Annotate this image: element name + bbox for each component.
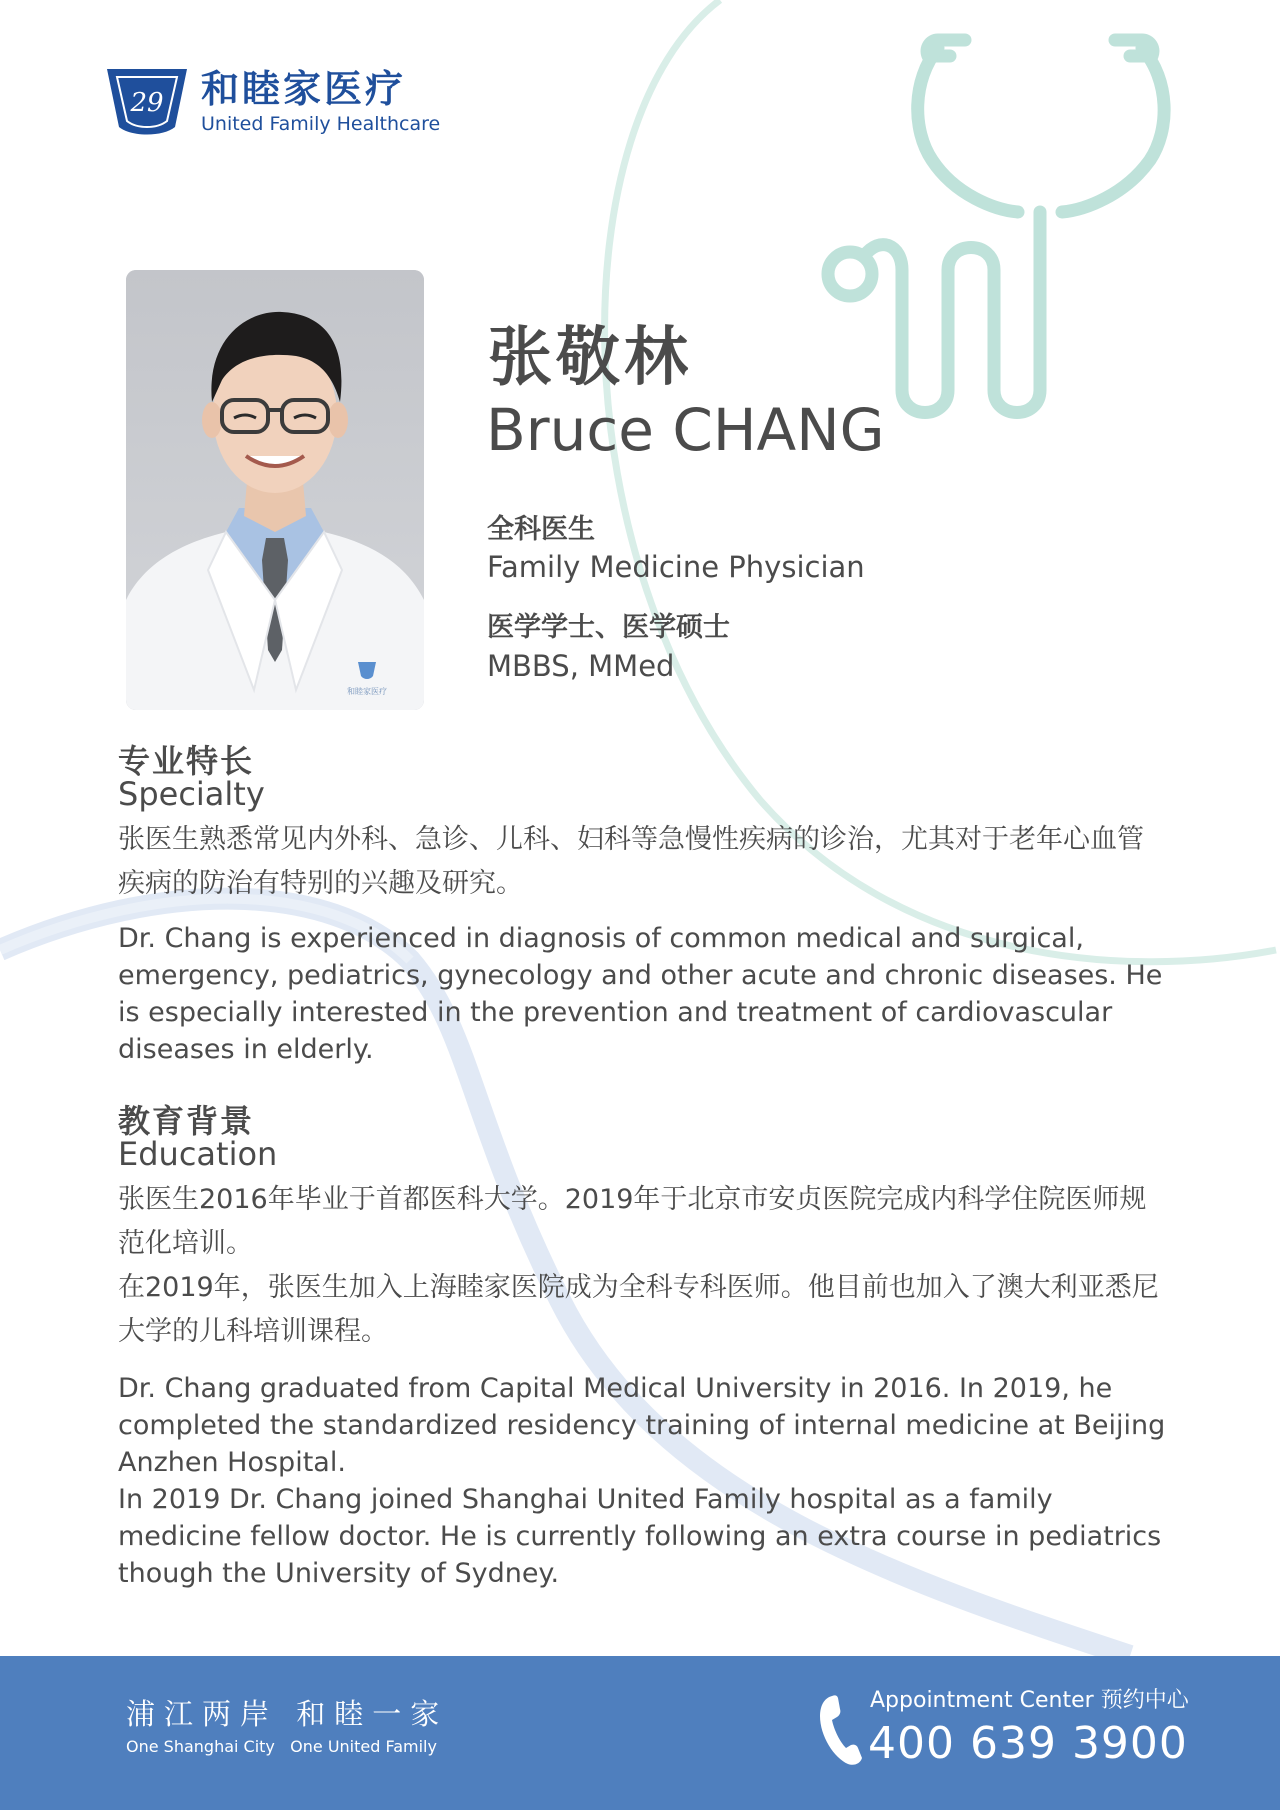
specialty-heading-en: Specialty: [118, 775, 265, 813]
ufh-logo-icon: [103, 63, 191, 139]
education-body-cn-1: 张医生2016年毕业于首都医科大学。2019年于北京市安贞医院完成内科学住院医师规范化培训。: [118, 1184, 1147, 1259]
education-heading-en: Education: [118, 1135, 278, 1173]
stethoscope-icon: [820, 20, 1260, 440]
doctor-title-cn: 全科医生: [487, 514, 595, 545]
specialty-body-en: Dr. Chang is experienced in diagnosis of common medical and surgical, emergency, pediatrics, gynecology and other acute and chronic diseases. He is especially interested in the prevention and treatment of cardiovascular diseases in elderly.: [118, 923, 1163, 1065]
appointment-center-label: Appointment Center 预约中心: [870, 1688, 1189, 1713]
appointment-phone-number[interactable]: 400 639 3900: [868, 1718, 1188, 1769]
footer-bar: [0, 1656, 1280, 1810]
phone-icon: [818, 1692, 864, 1768]
doctor-name-en: Bruce CHANG: [486, 396, 885, 464]
portrait-illustration: [126, 270, 424, 710]
doctor-degree-en: MBBS, MMed: [487, 649, 675, 683]
education-body-cn-2: 在2019年，张医生加入上海睦家医院成为全科专科医师。他目前也加入了澳大利亚悉尼大学的儿科培训课程。: [118, 1272, 1159, 1347]
doctor-degree-cn: 医学学士、医学硕士: [487, 612, 730, 643]
specialty-body-cn: 张医生熟悉常见内外科、急诊、儿科、妇科等急慢性疾病的诊治，尤其对于老年心血管疾病的防治有特别的兴趣及研究。: [118, 824, 1144, 899]
education-body-en-1: Dr. Chang graduated from Capital Medical University in 2016. In 2019, he completed the standardized residency training of internal medicine at Beijing Anzhen Hospital.: [118, 1373, 1166, 1478]
coat-badge-text: 和睦家医疗: [347, 687, 387, 696]
slogan-en: One Shanghai City One United Family: [126, 1737, 437, 1756]
specialty-heading-cn: 专业特长: [118, 742, 255, 780]
logo-mark-text: 29: [130, 88, 164, 118]
doctor-name-cn: 张敬林: [488, 321, 692, 395]
brand-logo: [103, 63, 440, 139]
brand-name-cn: 和睦家医疗: [201, 67, 407, 111]
slogan-cn: 浦江两岸 和睦一家: [126, 1697, 449, 1731]
doctor-portrait: [126, 270, 424, 710]
education-body-en-2: In 2019 Dr. Chang joined Shanghai United Family hospital as a family medicine fellow doctor. He is currently following an extra course in pediatrics though the University of Sydney.: [118, 1484, 1162, 1589]
brand-name-en: United Family Healthcare: [201, 113, 441, 135]
education-heading-cn: 教育背景: [118, 1102, 255, 1140]
doctor-title-en: Family Medicine Physician: [487, 550, 865, 584]
